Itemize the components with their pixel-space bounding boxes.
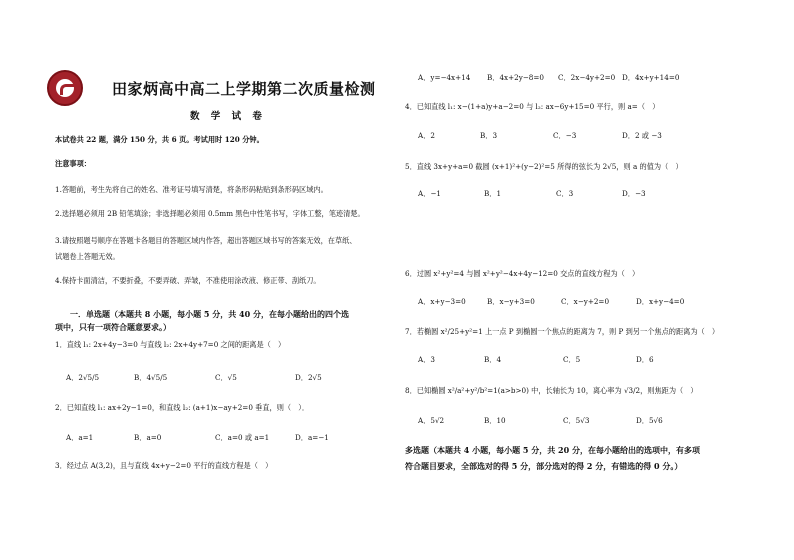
option-b: B．4x+2y−8=0 [487,73,544,82]
section1-heading: 项中，只有一项符合题意要求。） [55,322,171,332]
question-stem: 1．直线 l₁: 2x+4y−3=0 与直线 l₂: 2x+4y+7=0 之间的距离是（ ） [55,340,286,349]
note-item: 4.保持卡面清洁，不要折叠，不要弄破、弄皱，不准使用涂改液、修正带、刮纸刀。 [55,276,321,285]
school-logo [47,70,83,106]
option-a: A．−1 [418,189,441,198]
option-d: D．2√5 [295,373,322,382]
note-item: 1.答题前，考生先将自己的姓名、准考证号填写清楚，将条形码粘贴到条形码区域内。 [55,185,328,194]
option-b: B．10 [484,416,506,425]
exam-info: 本试卷共 22 题，满分 150 分，共 6 页。考试用时 120 分钟。 [55,135,264,144]
question-stem: 2．已知直线 l₁: ax+2y−1=0，和直线 l₂: (a+1)x−ay+2=0 垂直，则（ ）． [55,403,310,412]
option-d: D．2 或 −3 [622,131,662,140]
option-b: B．4 [484,355,502,364]
note-item: 试题卷上答题无效。 [55,252,120,261]
school-title: 田家炳高中高二上学期第二次质量检测 [112,80,376,98]
notes-title: 注意事项： [55,159,91,168]
option-c: C．3 [556,189,574,198]
question-stem: 7．若椭圆 x²/25+y²=1 上一点 P 到椭圆一个焦点的距离为 7，则 P 到另一个焦点的距离为（ ） [405,327,720,336]
option-b: B．a=0 [134,433,162,442]
option-c: C．√5 [215,373,237,382]
option-a: A．3 [418,355,435,364]
option-d: D．−3 [622,189,646,198]
question-stem: 8．已知椭圆 x²/a²+y²/b²=1(a>b>0) 中，长轴长为 10，离心率为 √3/2，则焦距为（ ） [405,386,698,395]
option-c: C．−3 [553,131,577,140]
section2-heading: 符合题目要求，全部选对的得 5 分，部分选对的得 2 分，有错选的得 0 分。） [405,461,683,471]
option-d: D．x+y−4=0 [636,297,685,306]
question-stem: 4．已知直线 l₁: x−(1+a)y+a−2=0 与 l₂: ax−6y+15=0 平行，则 a=（ ） [405,102,660,111]
option-c: C．x−y+2=0 [561,297,610,306]
question-stem: 3．经过点 A(3,2)，且与直线 4x+y−2=0 平行的直线方程是（ ） [55,461,273,470]
question-stem: 5．直线 3x+y+a=0 截圆 (x+1)²+(y−2)²=5 所得的弦长为 2√5，则 a 的值为（ ） [405,162,683,171]
section2-heading: 多选题（本题共 4 小题，每小题 5 分，共 20 分，在每小题给出的选项中，有多项 [405,445,700,455]
option-b: B．4√5/5 [134,373,168,382]
option-b: B．x−y+3=0 [487,297,535,306]
option-a: A．x+y−3=0 [418,297,466,306]
option-c: C．5√3 [563,416,590,425]
option-a: A．5√2 [418,416,445,425]
note-item: 2.选择题必须用 2B 铅笔填涂；非选择题必须用 0.5mm 黑色中性笔书写，字体工整，笔迹清楚。 [55,209,365,218]
option-a: A．2√5/5 [66,373,100,382]
option-d: D．a=−1 [295,433,329,442]
option-b: B．3 [480,131,498,140]
option-a: A．2 [418,131,435,140]
option-b: B．1 [484,189,502,198]
option-c: C．2x−4y+2=0 [558,73,616,82]
section1-heading: 一．单选题（本题共 8 小题，每小题 5 分，共 40 分，在每小题给出的四个选 [70,309,349,319]
question-stem: 6．过圆 x²+y²=4 与圆 x²+y²−4x+4y−12=0 交点的直线方程为（ ） [405,269,640,278]
option-c: C．a=0 或 a=1 [215,433,270,442]
option-c: C．5 [563,355,581,364]
option-d: D．5√6 [636,416,663,425]
option-d: D．6 [636,355,654,364]
note-item: 3.请按照题号顺序在答题卡各题目的答题区域内作答，超出答题区域书写的答案无效，在草纸、 [55,236,357,245]
option-d: D．4x+y+14=0 [622,73,680,82]
subject-title: 数 学 试 卷 [190,111,266,122]
option-a: A．y=−4x+14 [418,73,471,82]
option-a: A．a=1 [66,433,94,442]
